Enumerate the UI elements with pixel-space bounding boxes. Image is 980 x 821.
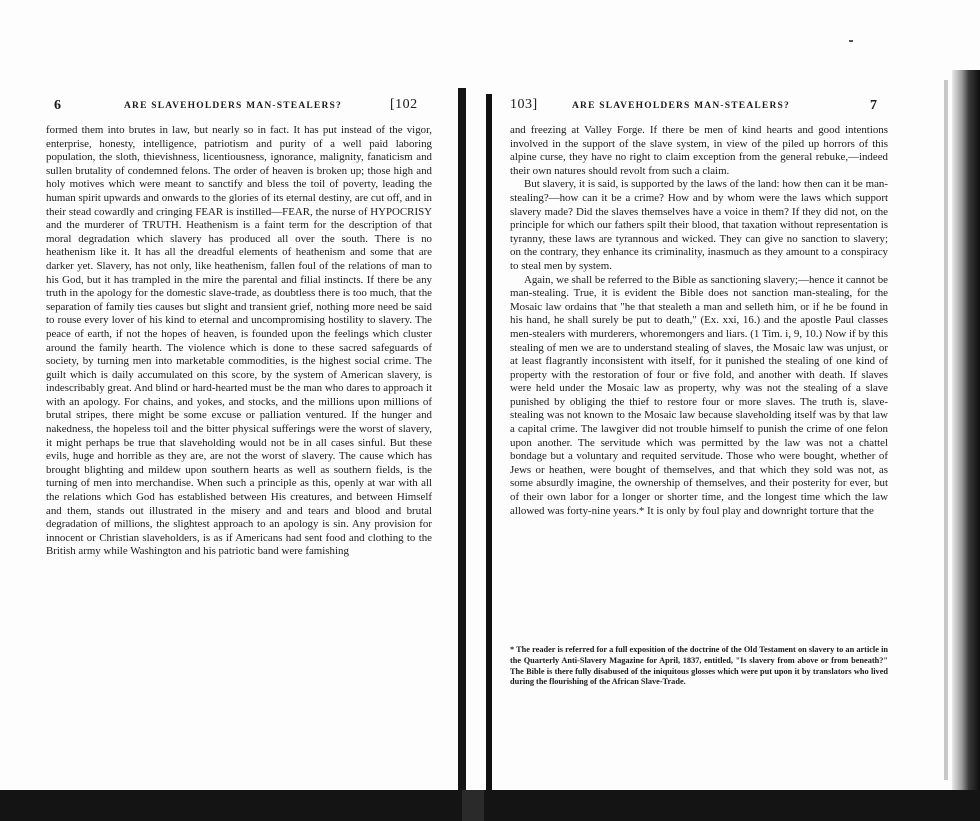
- binding-gutter-shadow-right: [486, 94, 492, 790]
- left-page-header: [46, 97, 432, 116]
- right-running-head: ARE SLAVEHOLDERS MAN-STEALERS?: [572, 101, 790, 111]
- right-paragraph-1: and freezing at Valley Forge. If there be men of kind hearts and good intentions involved in the support of the slave system, in view of the piled up horrors of this alpine curse, they have no right to claim exception from the general rebuke,—indeed their own natures should revolt from such a claim.: [510, 124, 888, 177]
- page-edge-strip: [944, 80, 948, 780]
- right-page-body: [510, 124, 888, 518]
- footnote: * The reader is referred for a full exposition of the doctrine of the Old Testament on slavery to an article in the Quarterly Anti-Slavery Magazine for April, 1837, entitled, "Is slavery from above or from beneath?" The Bible is there fully disabused of the iniquitous glosses which were put upon it by translators who lived during the flourishing of the African Slave-Trade.: [510, 645, 888, 687]
- right-paragraph-3: Again, we shall be referred to the Bible as sanctioning slavery;—hence it cannot be man-stealing. True, it is evident the Bible does not sanction man-stealing, for the Mosaic law ordains that "he that stealeth a man and selleth him, or if he be found in his hand, he shall surely be put to death," (Ex. xxi, 16.) and the apostle Paul classes men-stealers with murderers, whoremongers and liars. (1 Tim. i, 9, 10.) Now if by this stealing of men we are to understand stealing of slaves, the Mosaic law was unjust, or at least flagrantly inconsistent with itself, for it punished the stealing of one kind of property with the restoration of four or five fold, and another with death. If slaves were held under the Mosaic law as property, why was not the stealing of a slave punished by obliging the thief to restore four or more slaves. The truth is, slave-stealing was not known to the Mosaic law because slaveholding itself was by that law a capital crime. The lawgiver did not trouble himself to punish the crime of one felon upon another. The servitude which was permitted by the law was not a chattel bondage but a voluntary and requited servitude. Those who were bought, whether of Jews or heathen, were bought of themselves, and that which they sold was not, as some absurdly imagine, the ownership of themselves, and their posterity for ever, but of their own labor for a longer or shorter time, and the longest time which the law allowed was forty-nine years.* It is only by foul play and downright torture that the: [510, 273, 888, 517]
- left-page-number: 6: [54, 98, 62, 113]
- book-fore-edge: [952, 70, 980, 800]
- left-page-body: [46, 124, 432, 559]
- right-page: [510, 0, 888, 790]
- binding-gutter-shadow-left: [458, 88, 466, 790]
- right-page-number: 7: [870, 98, 878, 113]
- left-page: [46, 0, 432, 790]
- right-paragraph-2: But slavery, it is said, is supported by the laws of the land: how then can it be man-stealing?—how can it be a crime? How and by whom were the laws which support slavery made? Did the slaves themselves have a voice in them? If they did not, on the principle for which our fathers spilt their blood, that taxation without representation is tyranny, these laws are tyrannous and wicked. They can give no sanction to slavery; on the contrary, they enhance its criminality, inasmuch as they amount to a conspiracy to steal men by system.: [510, 178, 888, 272]
- right-bracket-number: 103]: [510, 97, 538, 112]
- left-running-head: ARE SLAVEHOLDERS MAN-STEALERS?: [124, 101, 342, 111]
- left-paragraph-1: formed them into brutes in law, but nearly so in fact. It has put instead of the vigor, enterprise, honesty, intelligence, patriotism and purity of a well paid laboring population, the sloth, thievishness, licentiousness, ignorance, malignity, fanaticism and sullen brutality of condemned felons. The order of heaven is broken up; those high and holy motives which were meant to sanctify and bless the toil of poverty, leading the human spirit upwards and onwards to the glories of its eternal destiny, are cut off, and in their stead cowardly and cringing FEAR is instilled—FEAR, the nurse of HYPOCRISY and the murderer of TRUTH. Heathenism is a faint term for the description of that moral degradation which slavery has produced all over the south. There is no heathenism like it. It has all the dreadful elements of heathenism and some that are darker yet. Slavery, has not only, like heathenism, fallen foul of the relations of man to his God, but it has trampled in the mire the parental and filial instincts. If there be any truth in the apology for the domestic slave-trade, as doubtless there is too much, that the separation of family ties causes but slight and transient grief, nothing more need be said to rouse every lover of his kind to eternal and uncompromising hostility to slavery. The peace of earth, if not the hopes of heaven, is founded upon the feelings which cluster around the family hearth. The violence which is done to these sacred safeguards of society, by turning men into marketable commodities, is the highest social crime. The guilt which is daily accumulated on this score, by the system of American slavery, is indescribably great. And blind or hard-hearted must be the man who dares to approach it with an apology. For chains, and yokes, and stocks, and the millions upon millions of brutal stripes, there might be some excuse or palliation ventured. If the hunger and nakedness, the hopeless toil and the bitter physical sufferings were the worst of slavery, it might perhaps be true that slaveholding would not be in all cases sinful. But these evils, huge and horrible as they are, are not the worst of slavery. The cause which has brought blighting and mildew upon southern hearts as well as southern fields, is the turning of men into merchandise. When such a principle as this, openly at war with all the relations which God has established between His creatures, and between Himself and them, stands out illustrated in the misery and and tears and blood and brutal degradation of millions, the slightest approach to an apology is sin. Any provision for innocent or Christian slaveholders, is as if Americans had sent food and clothing to the British army while Washington and his patriotic band were famishing: [46, 124, 432, 558]
- left-bracket-number: [102: [390, 97, 418, 112]
- scanner-bottom-border: [0, 790, 980, 821]
- scanner-spine-gap: [462, 790, 484, 821]
- right-page-header: [510, 97, 888, 116]
